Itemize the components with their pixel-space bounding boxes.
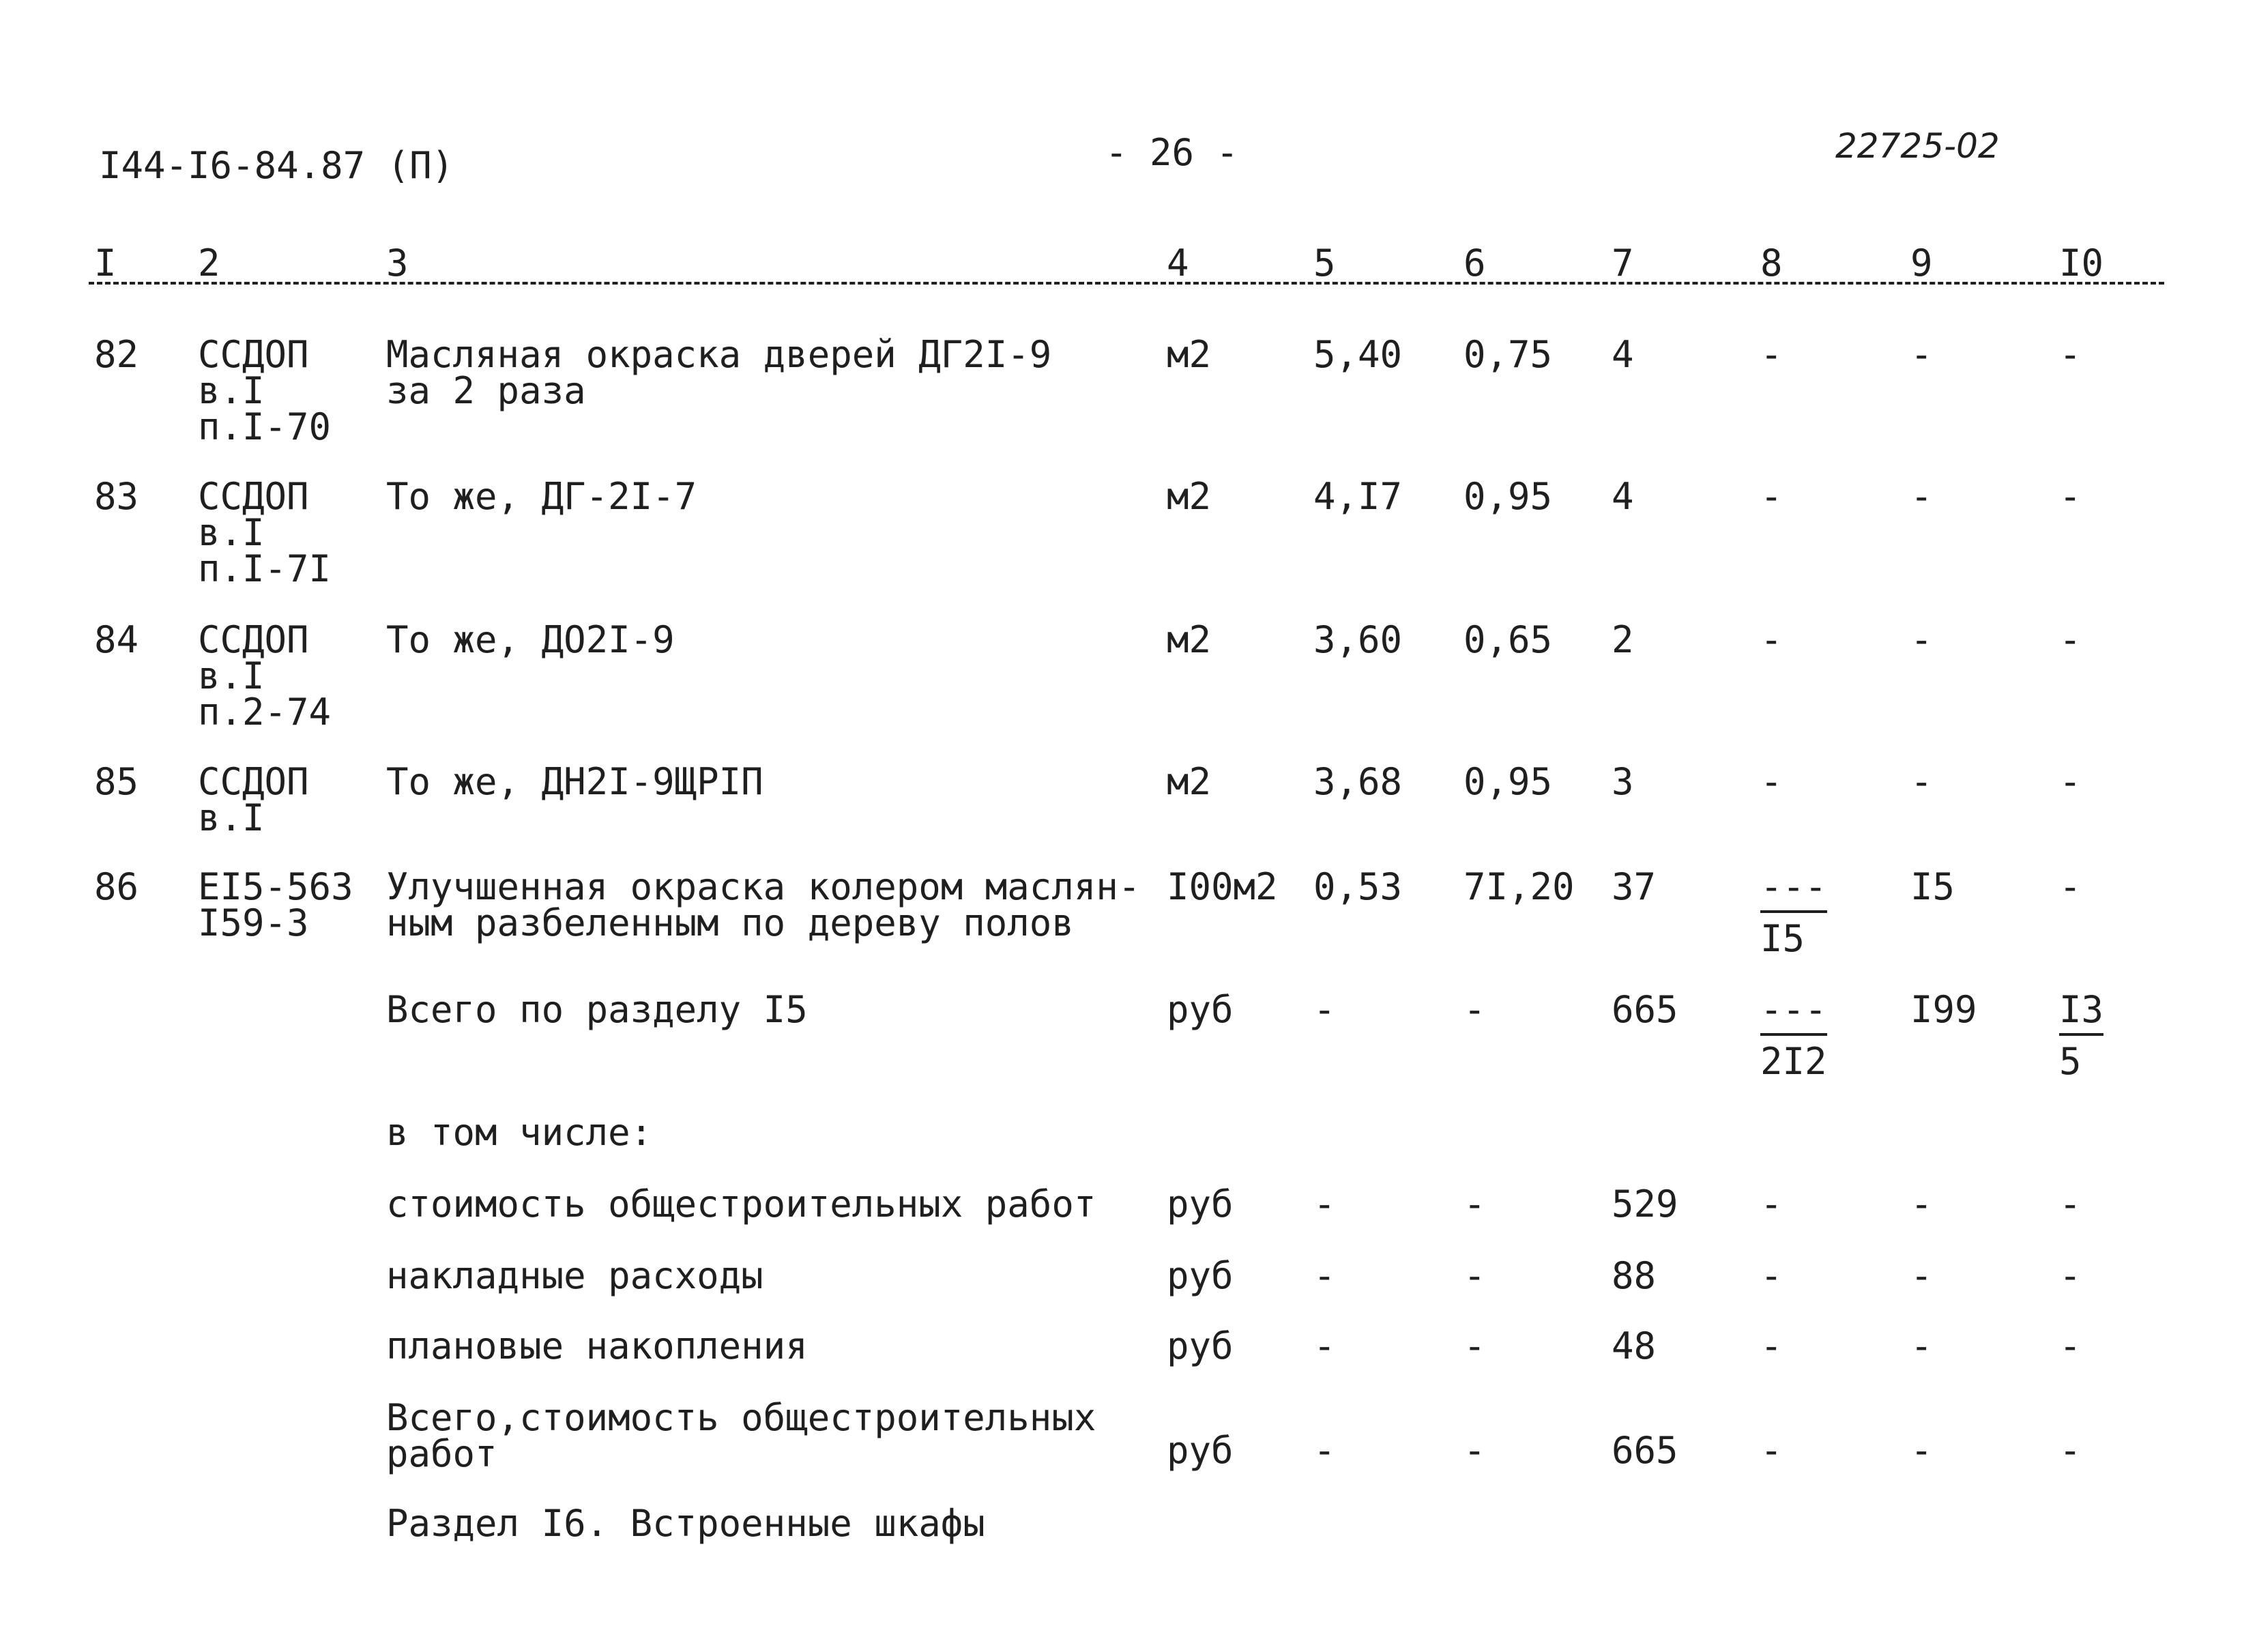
row-col10: - <box>2059 475 2082 518</box>
column-header-9: 9 <box>1910 242 1933 285</box>
row-col8-fraction <box>1760 865 1827 960</box>
grand-total-col7: 665 <box>1612 1429 1678 1472</box>
column-header-10: I0 <box>2059 242 2104 285</box>
row-code-line: п.I-70 <box>198 405 332 448</box>
row-col10: - <box>2059 333 2082 376</box>
row-col8: - <box>1760 333 1783 376</box>
subtotal-unit: руб <box>1167 1183 1234 1226</box>
subtotal-col8: - <box>1760 1183 1783 1226</box>
fraction-numerator: I3 <box>2059 991 2103 1036</box>
section-total-label: Всего по разделу I5 <box>386 988 808 1031</box>
grand-total-label-line: работ <box>386 1432 497 1475</box>
subtotal-col10: - <box>2059 1254 2082 1297</box>
section-total-col7: 665 <box>1612 988 1678 1031</box>
subtotal-col5: - <box>1313 1254 1336 1297</box>
row-code-line: EI5-563 <box>198 865 353 908</box>
row-code-line: п.I-7I <box>198 547 332 590</box>
row-unit: I00м2 <box>1167 865 1278 908</box>
page-number: - 26 - <box>1105 131 1239 174</box>
row-code-line: ССДОП <box>198 333 309 376</box>
row-col6: 0,75 <box>1464 333 1553 376</box>
column-header-5: 5 <box>1313 242 1336 285</box>
row-col6: 0,65 <box>1464 618 1553 661</box>
column-header-8: 8 <box>1760 242 1783 285</box>
row-code-line: п.2-74 <box>198 691 332 734</box>
row-col5: 3,68 <box>1313 760 1403 803</box>
subtotal-col5: - <box>1313 1324 1336 1367</box>
column-header-3: 3 <box>386 242 409 285</box>
section-total-col6: - <box>1464 988 1486 1031</box>
subtotal-col7: 529 <box>1612 1183 1678 1226</box>
row-description-line: за 2 раза <box>386 369 586 412</box>
column-header-4: 4 <box>1167 242 1189 285</box>
subtotal-label: стоимость общестроительных работ <box>386 1183 1096 1226</box>
column-header-7: 7 <box>1612 242 1634 285</box>
row-col9: I5 <box>1910 865 1955 908</box>
fraction-denominator: 2I2 <box>1760 1040 1827 1083</box>
subtotal-col6: - <box>1464 1324 1486 1367</box>
row-code-line: в.I <box>198 796 265 839</box>
subtotal-col7: 88 <box>1612 1254 1657 1297</box>
grand-total-col5: - <box>1313 1429 1336 1472</box>
row-number: 85 <box>94 760 139 803</box>
row-col6: 7I,20 <box>1464 865 1575 908</box>
row-col7: 2 <box>1612 618 1634 661</box>
subtotal-label: плановые накопления <box>386 1324 808 1367</box>
row-code-line: I59-3 <box>198 901 309 944</box>
row-col5: 4,I7 <box>1313 475 1403 518</box>
row-code-line: ССДОП <box>198 475 309 518</box>
row-col7: 37 <box>1612 865 1657 908</box>
fraction-denominator: 5 <box>2059 1040 2082 1083</box>
row-unit: м2 <box>1167 475 1212 518</box>
row-number: 82 <box>94 333 139 376</box>
subtotal-col9: - <box>1910 1324 1933 1367</box>
row-col6: 0,95 <box>1464 760 1553 803</box>
row-col5: 0,53 <box>1313 865 1403 908</box>
row-col8: - <box>1760 475 1783 518</box>
document-code: I44-I6-84.87 (П) <box>99 144 454 187</box>
row-unit: м2 <box>1167 333 1212 376</box>
row-col5: 5,40 <box>1313 333 1403 376</box>
subtotal-col10: - <box>2059 1183 2082 1226</box>
fraction-denominator: I5 <box>1760 917 1805 960</box>
row-description-line: То же, ДГ-2I-7 <box>386 475 697 518</box>
row-number: 86 <box>94 865 139 908</box>
row-col8: - <box>1760 618 1783 661</box>
grand-total-unit: руб <box>1167 1429 1234 1472</box>
row-description-line: То же, ДО2I-9 <box>386 618 675 661</box>
row-col9: - <box>1910 618 1933 661</box>
grand-total-label-line: Всего,стоимость общестроительных <box>386 1396 1096 1439</box>
row-col8: - <box>1760 760 1783 803</box>
column-header-2: 2 <box>198 242 220 285</box>
row-col9: - <box>1910 760 1933 803</box>
row-number: 84 <box>94 618 139 661</box>
row-description-line: То же, ДН2I-9ЩРIП <box>386 760 763 803</box>
subtotal-col6: - <box>1464 1183 1486 1226</box>
section-total-col5: - <box>1313 988 1336 1031</box>
row-col6: 0,95 <box>1464 475 1553 518</box>
section-total-col9: I99 <box>1910 988 1977 1031</box>
row-col5: 3,60 <box>1313 618 1403 661</box>
row-code-line: ССДОП <box>198 618 309 661</box>
header-rule <box>89 282 2164 285</box>
subtotal-col6: - <box>1464 1254 1486 1297</box>
section-total-col8-fraction <box>1760 988 1827 1083</box>
row-description-line: Улучшенная окраска колером маслян- <box>386 865 1141 908</box>
row-col7: 4 <box>1612 333 1634 376</box>
section-total-col10-fraction <box>2059 988 2104 1083</box>
row-description-line: Масляная окраска дверей ДГ2I-9 <box>386 333 1052 376</box>
reference-number: 22725-02 <box>1835 126 2000 166</box>
subtotal-unit: руб <box>1167 1324 1234 1367</box>
subtotal-col10: - <box>2059 1324 2082 1367</box>
row-unit: м2 <box>1167 618 1212 661</box>
subtotal-col7: 48 <box>1612 1324 1657 1367</box>
row-number: 83 <box>94 475 139 518</box>
row-code-line: ССДОП <box>198 760 309 803</box>
subtotal-col8: - <box>1760 1324 1783 1367</box>
grand-total-col10: - <box>2059 1429 2082 1472</box>
row-code-line: в.I <box>198 369 265 412</box>
subtotal-col5: - <box>1313 1183 1336 1226</box>
subtotal-col8: - <box>1760 1254 1783 1297</box>
row-code-line: в.I <box>198 654 265 697</box>
section-total-unit: руб <box>1167 988 1234 1031</box>
row-description-line: ным разбеленным по дереву полов <box>386 901 1074 944</box>
next-section-title: Раздел I6. Встроенные шкафы <box>386 1502 985 1545</box>
fraction-numerator: --- <box>1760 868 1827 913</box>
column-header-1: I <box>94 242 117 285</box>
row-col7: 4 <box>1612 475 1634 518</box>
grand-total-col8: - <box>1760 1429 1783 1472</box>
subtotal-col9: - <box>1910 1183 1933 1226</box>
column-header-6: 6 <box>1464 242 1486 285</box>
subtotal-label: накладные расходы <box>386 1254 763 1297</box>
row-col10: - <box>2059 618 2082 661</box>
row-code-line: в.I <box>198 511 265 554</box>
row-col7: 3 <box>1612 760 1634 803</box>
including-label: в том числе: <box>386 1111 653 1154</box>
row-col9: - <box>1910 475 1933 518</box>
subtotal-unit: руб <box>1167 1254 1234 1297</box>
row-col10: - <box>2059 760 2082 803</box>
row-unit: м2 <box>1167 760 1212 803</box>
row-col9: - <box>1910 333 1933 376</box>
row-col10: - <box>2059 865 2082 908</box>
fraction-numerator: --- <box>1760 991 1827 1036</box>
grand-total-col6: - <box>1464 1429 1486 1472</box>
grand-total-col9: - <box>1910 1429 1933 1472</box>
subtotal-col9: - <box>1910 1254 1933 1297</box>
